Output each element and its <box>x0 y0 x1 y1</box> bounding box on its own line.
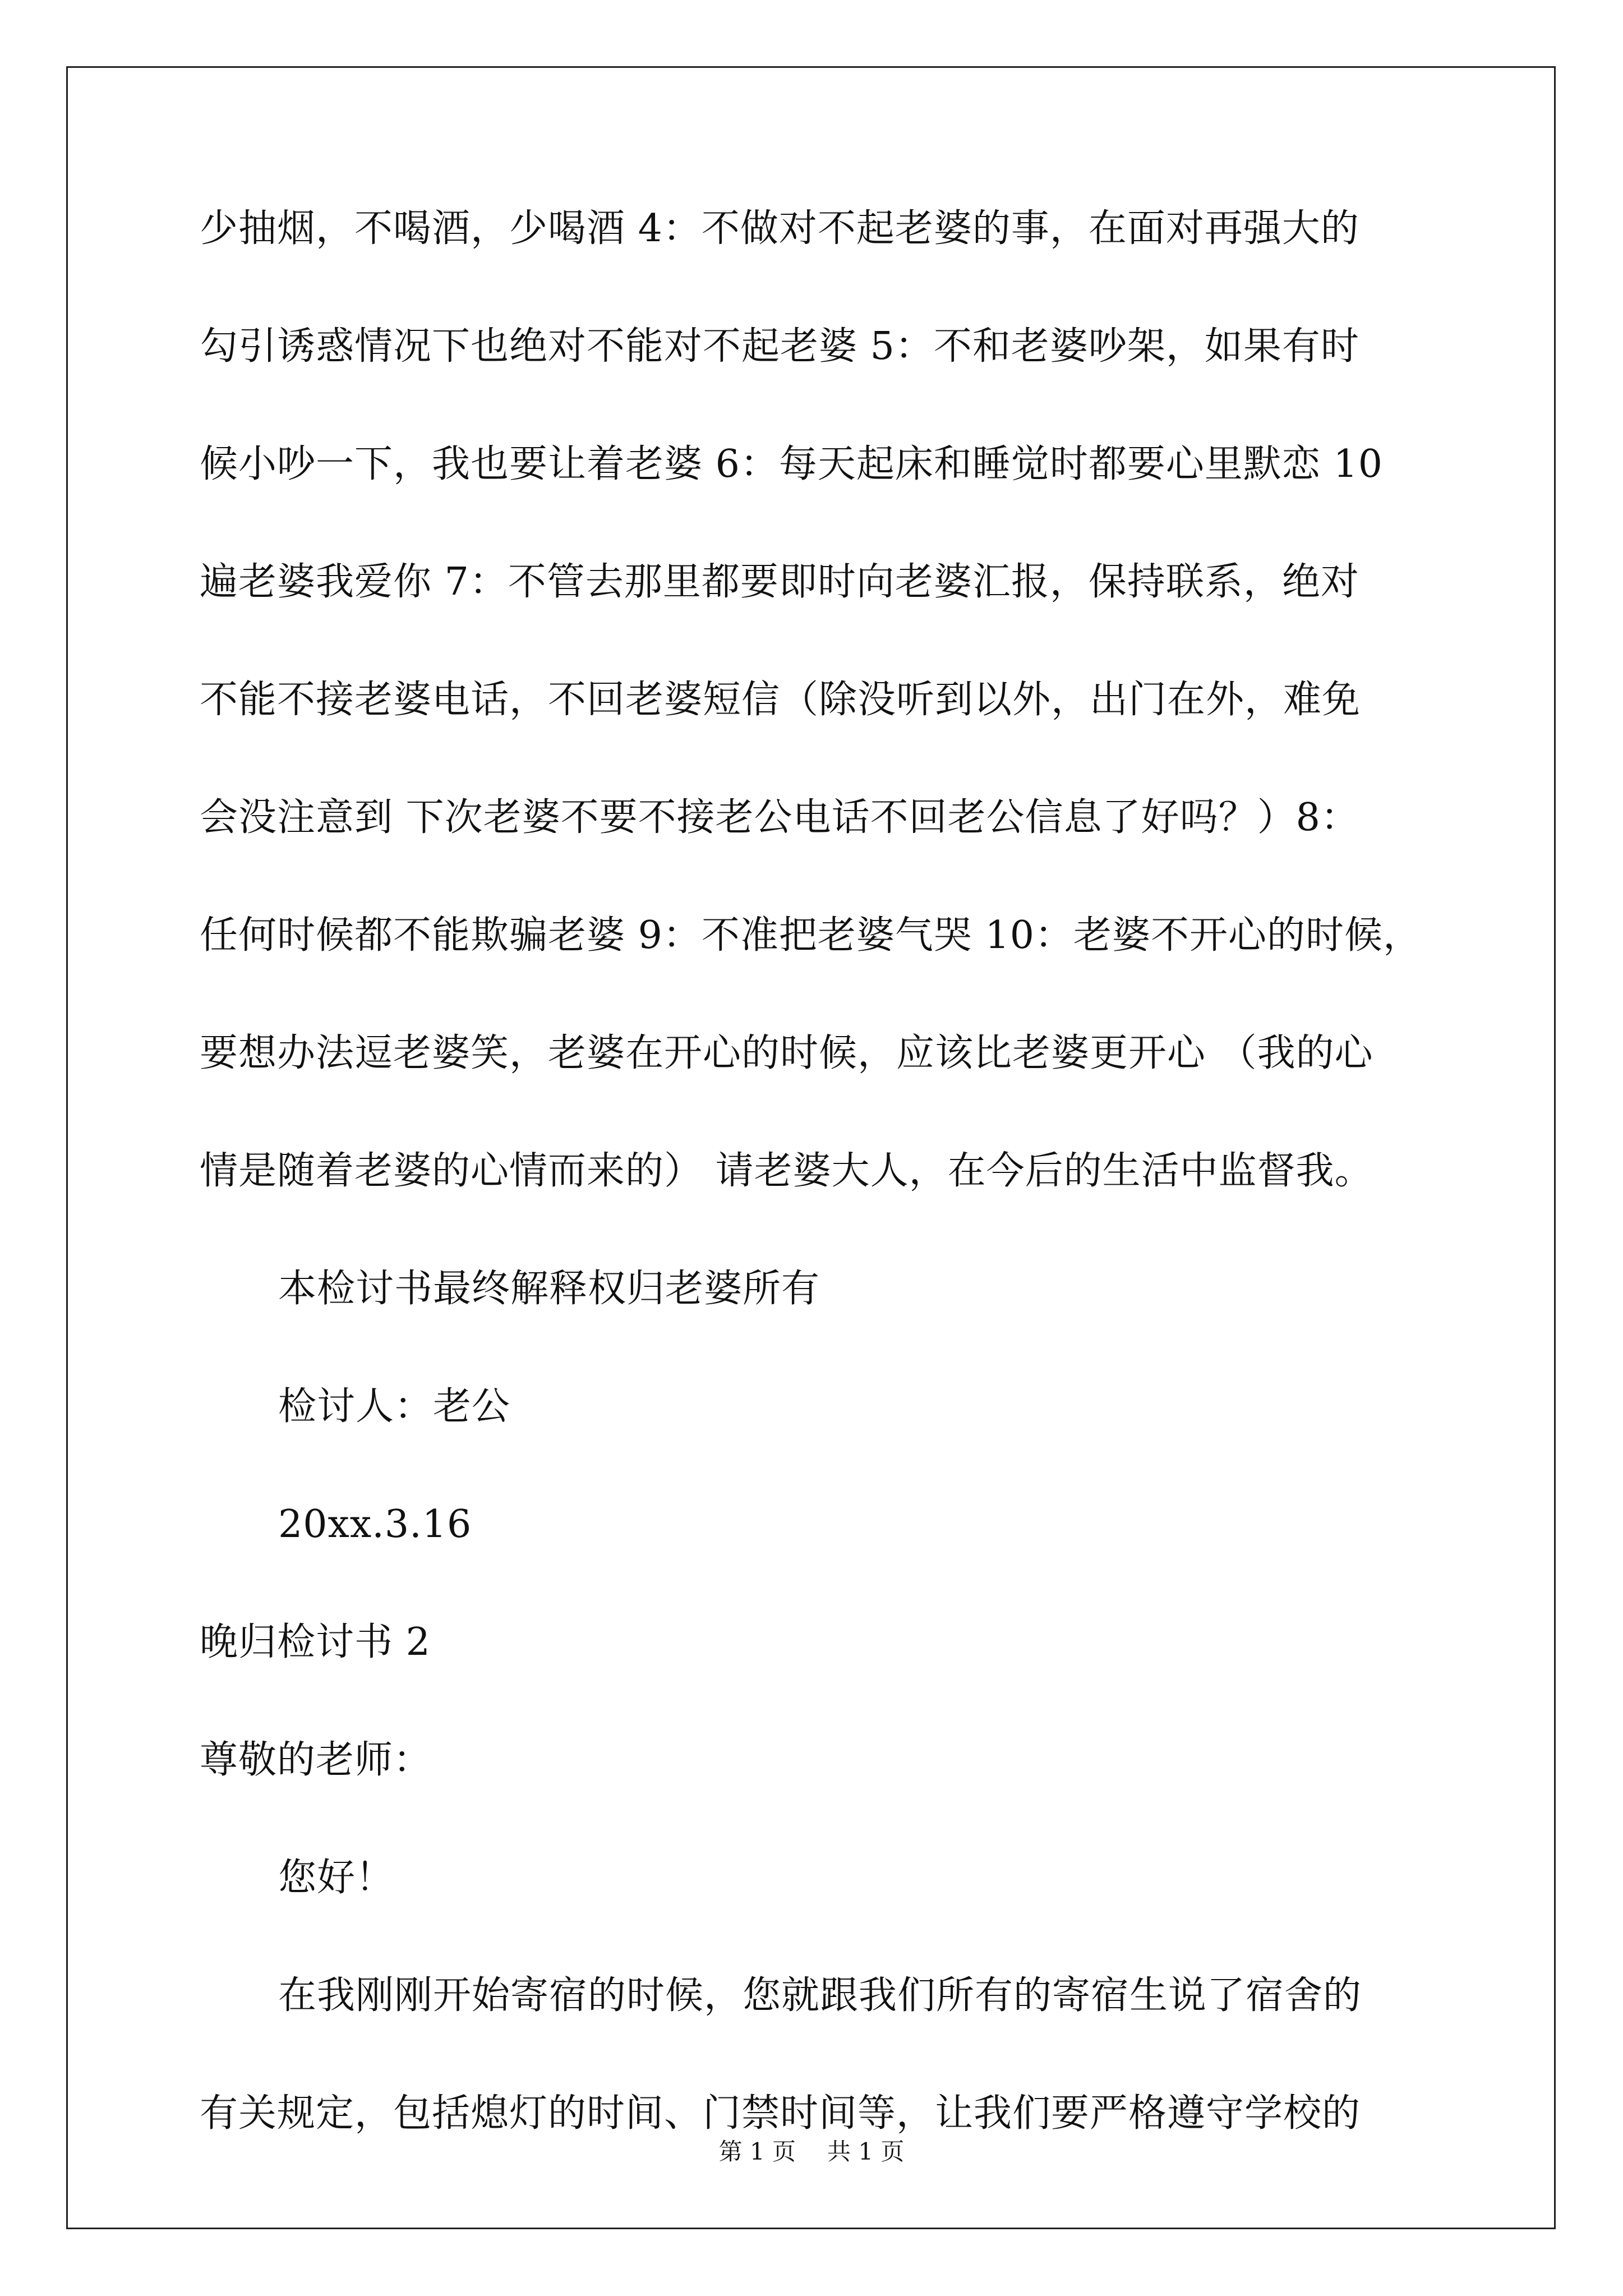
page-number-current: 第 1 页 <box>718 2138 796 2165</box>
body-line: 不能不接老婆电话，不回老婆短信（除没听到以外，出门在外，难免 <box>200 678 1361 722</box>
salutation: 尊敬的老师： <box>200 1738 432 1782</box>
greeting: 您好！ <box>278 1856 395 1900</box>
document-body <box>200 196 1433 2199</box>
body-line: 候小吵一下，我也要让着老婆 6：每天起床和睡觉时都要心里默恋 10 <box>200 442 1384 486</box>
signature-line: 检讨人：老公 <box>278 1384 511 1429</box>
body-line: 遍老婆我爱你 7：不管去那里都要即时向老婆汇报，保持联系，绝对 <box>200 560 1359 604</box>
body-line: 在我刚刚开始寄宿的时候，您就跟我们所有的寄宿生说了宿舍的 <box>278 1973 1362 2018</box>
body-line: 勾引诱惑情况下也绝对不能对不起老婆 5：不和老婆吵架，如果有时 <box>200 324 1359 369</box>
page-footer <box>0 2135 1623 2169</box>
body-line: 有关规定，包括熄灯的时间、门禁时间等，让我们要严格遵守学校的 <box>200 2091 1361 2136</box>
section-heading: 晚归检讨书 2 <box>200 1620 431 1664</box>
interpretation-note: 本检讨书最终解释权归老婆所有 <box>278 1267 820 1311</box>
body-line: 少抽烟，不喝酒，少喝酒 4：不做对不起老婆的事，在面对再强大的 <box>200 206 1359 251</box>
body-line: 会没注意到 下次老婆不要不接老公电话不回老公信息了好吗？）8： <box>200 795 1359 840</box>
page-number-total: 共 1 页 <box>827 2138 905 2165</box>
body-line: 任何时候都不能欺骗老婆 9：不准把老婆气哭 10：老婆不开心的时候， <box>200 913 1422 958</box>
body-line: 要想办法逗老婆笑，老婆在开心的时候，应该比老婆更开心 （我的心 <box>200 1031 1373 1075</box>
body-line: 情是随着老婆的心情而来的） 请老婆大人，在今后的生活中监督我。 <box>200 1149 1373 1193</box>
date-line: 20xx.3.16 <box>278 1502 472 1547</box>
